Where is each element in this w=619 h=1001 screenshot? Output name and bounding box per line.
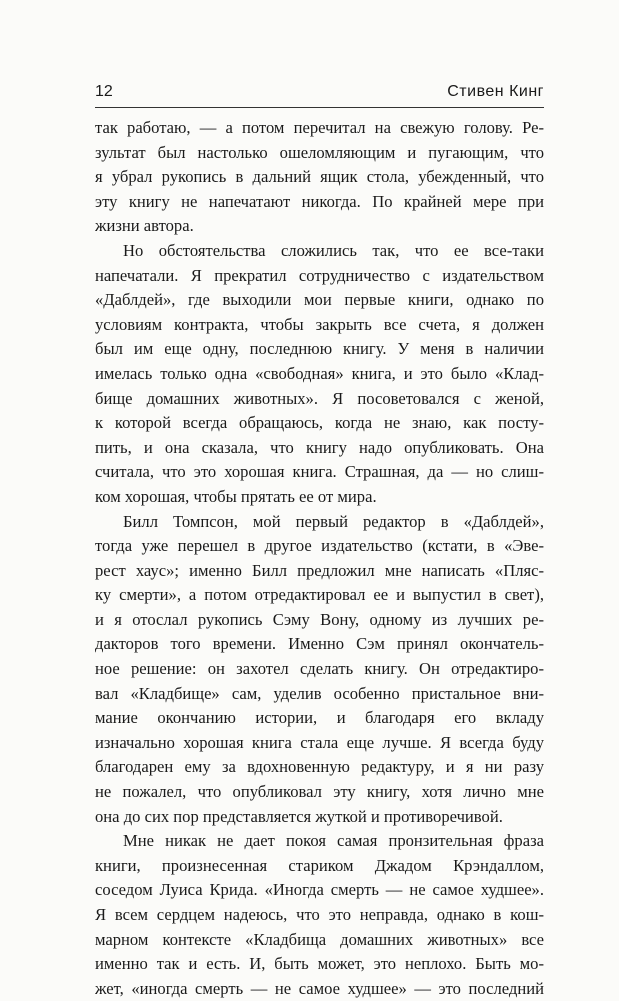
text-line: имелась только одна «свободная» книга, и это было «Клад- (95, 363, 544, 383)
text-line: книги, произнесенная стариком Джадом Крэндаллом, (95, 855, 544, 875)
text-line: Билл Томпсон, мой первый редактор в «Даблдей», (123, 511, 544, 531)
text-line: марном контексте «Кладбища домашних животных» все (95, 929, 544, 949)
text-line: напечатали. Я прекратил сотрудничество с издательством (95, 265, 544, 285)
text-line: эту книгу не напечатают никогда. По крайней мере при (95, 191, 544, 211)
text-line: «Даблдей», где выходили мои первые книги, однако по (95, 290, 544, 310)
text-line: тогда уже перешел в другое издательство (кстати, в «Эве- (95, 536, 544, 556)
text-line: она до сих пор представляется жуткой и противоречивой. (95, 806, 503, 826)
text-line: ное решение: он захотел сделать книгу. Он отредактиро- (95, 659, 544, 679)
text-line: не пожалел, что опубликовал эту книгу, хотя лично мне (95, 782, 544, 802)
text-line: условиям контракта, чтобы закрыть все счета, я должен (95, 314, 544, 334)
text-line: рест хаус»; именно Билл предложил мне написать «Пляс- (95, 560, 544, 580)
running-head-author: Стивен Кинг (447, 83, 544, 100)
text-line: Я всем сердцем надеюсь, что это неправда, однако в кош- (95, 905, 544, 924)
text-line: считала, что это хорошая книга. Страшная, да — но слиш- (95, 462, 544, 482)
text-line: ком хорошая, чтобы прятать ее от мира. (95, 486, 377, 506)
body-text (95, 116, 544, 1001)
text-line: так работаю, — а потом перечитал на свежую голову. Ре- (95, 118, 544, 137)
text-line: ку смерти», а потом отредактировал ее и выпустил в свет), (95, 585, 544, 605)
text-line: Но обстоятельства сложились так, что ее все-таки (123, 240, 544, 260)
text-line: Мне никак не дает покоя самая пронзительная фраза (123, 831, 544, 851)
text-line: и я отослал рукопись Сэму Вону, одному из лучших ре- (95, 609, 544, 629)
running-head (95, 80, 544, 104)
text-line: вал «Кладбище» сам, уделив особенно пристальное вни- (95, 683, 544, 703)
text-line: к которой всегда обращаюсь, когда не знаю, как посту- (95, 413, 544, 433)
header-rule (95, 107, 544, 108)
text-line: жизни автора. (95, 216, 194, 236)
text-line: мание окончанию истории, и благодаря его вкладу (95, 708, 544, 728)
text-line: жет, «иногда смерть — не самое худшее» — это последний (95, 978, 544, 998)
text-line: был им еще одну, последнюю книгу. У меня в наличии (95, 339, 544, 359)
text-line: дакторов того времени. Именно Сэм принял окончатель- (95, 634, 544, 654)
text-line: бище домашних животных». Я посоветовался с женой, (95, 388, 544, 408)
page-number: 12 (95, 83, 113, 100)
text-line: благодарен ему за вдохновенную редактуру, и я ни разу (95, 757, 544, 777)
text-line: зультат был настолько ошеломляющим и пугающим, что (95, 142, 544, 162)
text-line: соседом Луиса Крида. «Иногда смерть — не самое худшее». (95, 880, 544, 900)
text-line: пить, и она сказала, что книгу надо опубликовать. Она (95, 437, 544, 457)
text-line: я убрал рукопись в дальний ящик стола, убежденный, что (95, 167, 544, 187)
book-page (95, 0, 544, 1001)
text-line: изначально хорошая книга стала еще лучше. Я всегда буду (95, 732, 544, 752)
text-line: именно так и есть. И, быть может, это неплохо. Быть мо- (95, 954, 544, 974)
